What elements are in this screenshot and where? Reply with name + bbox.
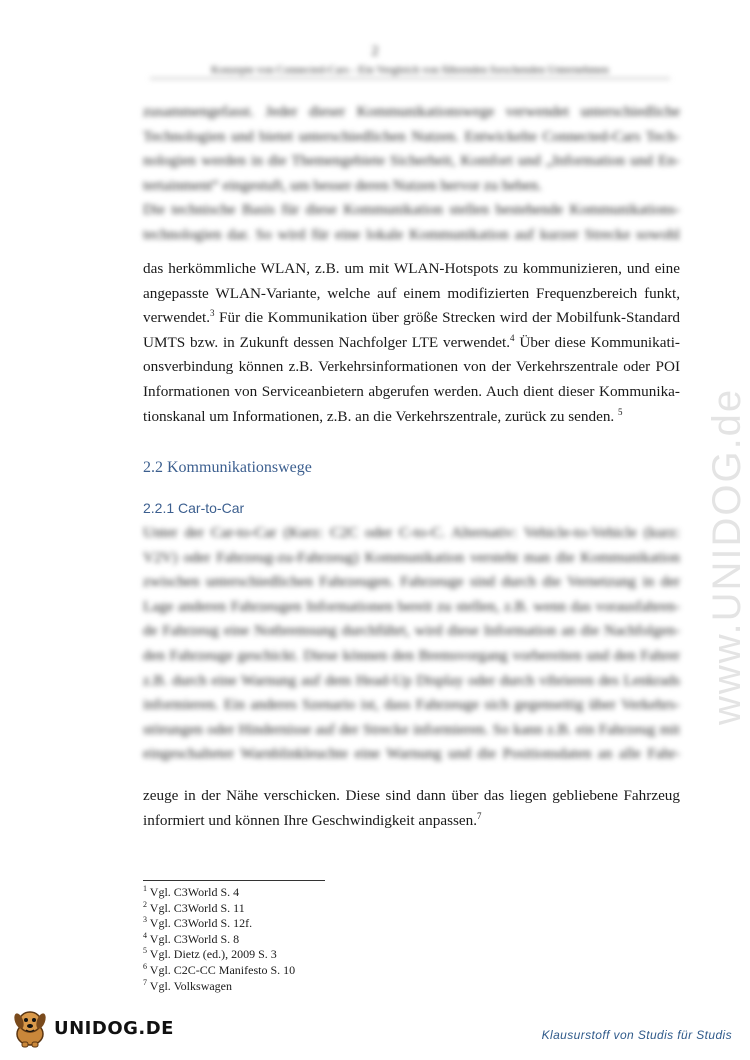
subsection-heading: 2.2.1 Car-to-Car xyxy=(143,500,245,516)
footnotes xyxy=(143,885,295,994)
text-line: verwendet.$^3$ Für die Kommunikation über größe Strecken wird der Mobilfunk-Standard xyxy=(143,308,680,327)
text-line: de Fahrzeug eine Notbremsung durchführt, wird diese Information an die Nachfolgen- xyxy=(143,622,680,640)
text-line: tionskanal um Informationen, z.B. an die Verkehrszentrale, zurück zu senden. $^5$ xyxy=(143,406,623,425)
text-line: nologien werden in die Themengebiete Sicherheit, Komfort und „Information und En- xyxy=(143,152,680,170)
footnote-ref: 3 xyxy=(210,308,215,319)
footnote-separator xyxy=(143,880,325,881)
paragraph-visible-2 xyxy=(143,784,680,833)
footnote-ref: 5 xyxy=(618,406,623,417)
text-line: angepasste WLAN-Variante, welche auf einem modifizierten Frequenzbereich funkt, xyxy=(143,284,680,302)
footnote-item: $^2$ Vgl. C3World S. 11 xyxy=(143,899,245,915)
watermark xyxy=(700,270,750,730)
footnote-item: $^7$ Vgl. Volkswagen xyxy=(143,977,233,993)
footnote-ref: 4 xyxy=(510,332,515,343)
text-line: Informationen von Serviceanbietern abgerufen werden. Auch dient dieser Kommunika- xyxy=(143,382,680,400)
text-line: Technologien und bietet unterschiedlichen Nutzen. Entwickelte Connected-Cars Tech- xyxy=(143,127,680,145)
running-header: Konzepte von Connected-Cars - Ein Vergleich von führenden forschenden Unternehmen xyxy=(150,64,670,79)
text-line: den Fahrzeuge geschickt. Diese können den Bremsvorgang vorbereiten und den Fahrer xyxy=(143,646,680,664)
footnote-item: $^5$ Vgl. Dietz (ed.), 2009 S. 3 xyxy=(143,946,277,962)
text-line: UMTS bzw. in Zukunft dessen Nachfolger LTE verwendet.$^4$ Über diese Kommunikati- xyxy=(143,332,680,351)
text-line: tertainment“ eingestuft, um besser deren Nutzen hervor zu heben. xyxy=(143,176,542,194)
text-line: V2V) oder Fahrzeug-zu-Fahrzeug) Kommunikation versteht man die Kommunikation xyxy=(143,548,680,566)
footnote-ref: 7 xyxy=(477,810,482,821)
text-line: Lage anderen Fahrzeugen Informationen bereit zu stellen, z.B. wenn das vorausfahren- xyxy=(143,597,680,615)
dog-mascot-icon xyxy=(8,1006,52,1050)
section-heading: 2.2 Kommunikationswege xyxy=(143,459,312,476)
paragraph-blurred-2 xyxy=(143,521,680,767)
text-line: technologien dar. So wird für eine lokale Kommunikation auf kurzer Strecke sowohl xyxy=(143,225,680,243)
text-line: eingeschalteter Warnblinkleuchte eine Warnung und die Positionsdaten an alle Fahr- xyxy=(143,745,680,763)
text-line: zusammengefasst. Jeder dieser Kommunikationswege verwendet unterschiedliche xyxy=(143,103,680,120)
text-line: informieren. Ein anderes Szenario ist, dass Fahrzeuge sich gegenseitig über Verkehrs- xyxy=(143,696,680,714)
text-line: störungen oder Hindernisse auf der Strecke informieren. So kann z.B. ein Fahrzeug mit xyxy=(143,720,680,738)
text-line: das herkömmliche WLAN, z.B. um mit WLAN-Hotspots zu kommunizieren, und eine xyxy=(143,260,680,277)
footer-tagline: Klausurstoff von Studis für Studis xyxy=(541,1028,732,1042)
paragraph-blurred-1 xyxy=(143,100,680,248)
footnote-item: $^6$ Vgl. C2C-CC Manifesto S. 10 xyxy=(143,961,296,977)
unidog-logo[interactable] xyxy=(8,1006,174,1050)
page-number: 2 xyxy=(371,44,379,59)
text-line: onsverbindung können z.B. Verkehrsinformationen von der Verkehrszentrale oder POI xyxy=(143,358,680,376)
text-line: Unter der Car-to-Car (Kurz: C2C oder C-to-C. Alternativ: Vehicle-to-Vehicle (kurz: xyxy=(143,524,680,541)
footnote-item: $^3$ Vgl. C3World S. 12f. xyxy=(143,915,253,931)
text-line: zwischen unterschiedlichen Fahrzeugen. Fahrzeuge sind durch die Vernetzung in der xyxy=(143,573,680,591)
watermark-text: www.UNIDOG.de xyxy=(705,387,749,725)
footnote-item: $^4$ Vgl. C3World S. 8 xyxy=(143,930,240,946)
text-line: Die technische Basis für diese Kommunikation stellen bestehende Kommunikations- xyxy=(143,201,680,219)
logo-wordmark: UNIDOG.DE xyxy=(54,1018,174,1039)
text-line: z.B. durch eine Warnung auf dem Head-Up Display oder durch vibrieren des Lenkrads xyxy=(143,671,680,689)
footnote-item: $^1$ Vgl. C3World S. 4 xyxy=(143,884,240,899)
text-line: informiert und können Ihre Geschwindigkeit anpassen.$^7$ xyxy=(143,810,482,829)
paragraph-visible-1 xyxy=(143,257,680,429)
text-line: zeuge in der Nähe verschicken. Diese sind dann über das liegen gebliebene Fahrzeug xyxy=(143,787,680,804)
